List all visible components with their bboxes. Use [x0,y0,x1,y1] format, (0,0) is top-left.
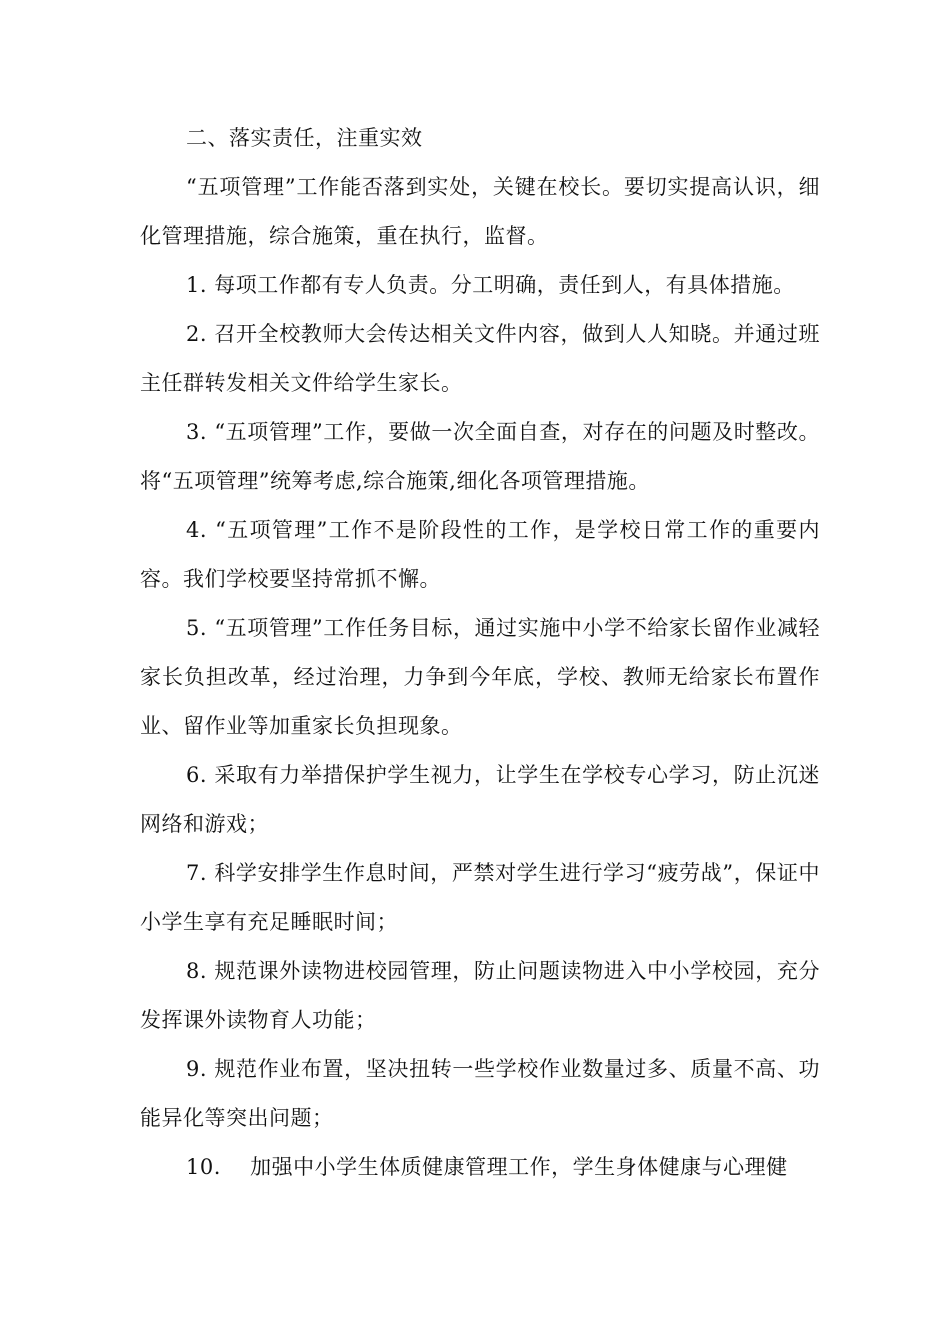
item-number: 5. [186,616,208,640]
list-item [140,1143,820,1192]
item-number: 1. [186,273,208,297]
item-text: 召开全校教师大会传达相关文件内容，做到人人知晓。并通过班主任群转发相关文件给学生家长。 [140,322,820,395]
list-item [140,506,820,604]
list-item [140,408,820,506]
list-item [140,1045,820,1143]
item-number: 2. [186,322,208,346]
item-text: “五项管理”工作任务目标，通过实施中小学不给家长留作业减轻家长负担改革，经过治理，力争到今年底，学校、教师无给家长布置作业、留作业等加重家长负担现象。 [140,616,820,738]
item-text: “五项管理”工作，要做一次全面自查，对存在的问题及时整改。将“五项管理”统筹考虑,综合施策,细化各项管理措施。 [140,420,820,493]
item-number: 8. [186,959,208,983]
item-number: 3. [186,420,208,444]
intro-paragraph: “五项管理”工作能否落到实处，关键在校长。要切实提高认识，细化管理措施，综合施策，重在执行，监督。 [140,175,820,248]
item-number: 9. [186,1057,208,1081]
item-number: 6. [186,763,208,787]
item-text: 每项工作都有专人负责。分工明确，责任到人，有具体措施。 [214,273,795,297]
list-item [140,947,820,1045]
list-item [140,604,820,751]
list-item [140,310,820,408]
item-number: 4. [186,518,208,542]
item-text: 采取有力举措保护学生视力，让学生在学校专心学习，防止沉迷网络和游戏； [140,763,820,836]
section-heading: 二、落实责任，注重实效 [186,126,423,150]
list-item [140,849,820,947]
item-number: 7. [186,861,208,885]
item-text: 科学安排学生作息时间，严禁对学生进行学习“疲劳战”，保证中小学生享有充足睡眠时间； [140,861,820,934]
item-number: 10. [186,1155,221,1179]
item-text: 加强中小学生体质健康管理工作，学生身体健康与心理健 [250,1155,788,1179]
document-page [140,114,820,1192]
item-text: “五项管理”工作不是阶段性的工作，是学校日常工作的重要内容。我们学校要坚持常抓不懈。 [140,518,820,591]
list-item [140,261,820,310]
list-item [140,751,820,849]
item-text: 规范课外读物进校园管理，防止问题读物进入中小学校园，充分发挥课外读物育人功能； [140,959,820,1032]
item-text: 规范作业布置，坚决扭转一些学校作业数量过多、质量不高、功能异化等突出问题； [140,1057,820,1130]
